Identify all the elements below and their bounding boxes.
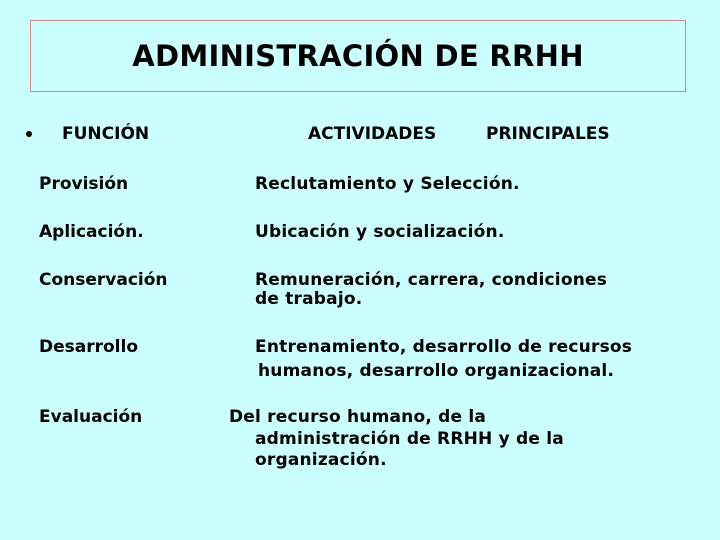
row-actividad-provision-line-1: Reclutamiento y Selección. (255, 174, 520, 194)
row-funcion-evaluacion: Evaluación (39, 407, 143, 427)
row-actividad-desarrollo-line-2: humanos, desarrollo organizacional. (258, 361, 615, 381)
row-funcion-provision: Provisión (39, 174, 129, 194)
row-actividad-aplicacion-line-1: Ubicación y socialización. (255, 222, 505, 242)
header-funcion: FUNCIÓN (62, 124, 150, 144)
row-actividad-evaluacion-line-3: organización. (255, 450, 387, 470)
row-actividad-evaluacion-line-1: Del recurso humano, de la (229, 407, 487, 427)
header-principales: PRINCIPALES (486, 124, 610, 144)
row-actividad-evaluacion-line-2: administración de RRHH y de la (255, 429, 564, 449)
page-title: ADMINISTRACIÓN DE RRHH (132, 39, 584, 73)
row-actividad-conservacion-line-2: de trabajo. (255, 289, 363, 309)
row-funcion-conservacion: Conservación (39, 270, 168, 290)
row-actividad-conservacion-line-1: Remuneración, carrera, condiciones (255, 270, 608, 290)
header-actividades: ACTIVIDADES (308, 124, 437, 144)
row-funcion-aplicacion: Aplicación. (39, 222, 144, 242)
row-actividad-desarrollo-line-1: Entrenamiento, desarrollo de recursos (255, 337, 633, 357)
bullet-icon (26, 131, 32, 137)
row-funcion-desarrollo: Desarrollo (39, 337, 139, 357)
title-box (30, 20, 686, 92)
